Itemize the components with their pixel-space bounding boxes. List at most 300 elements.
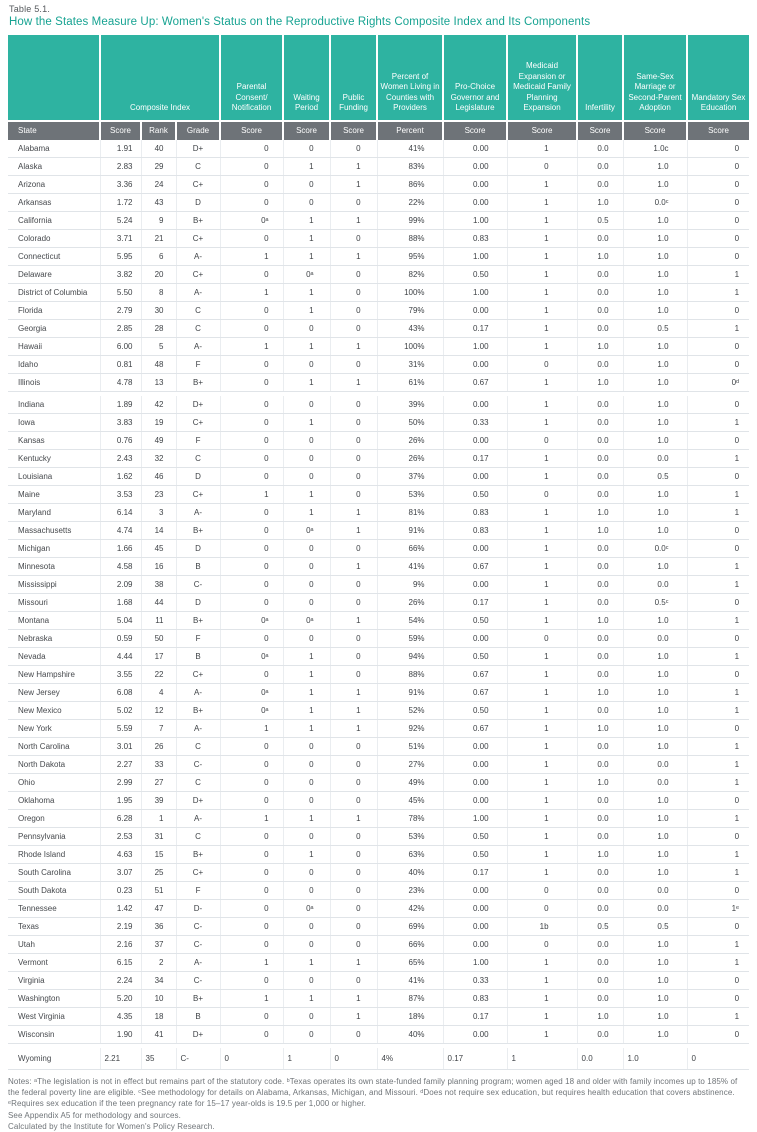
value-cell: 0 bbox=[330, 594, 377, 612]
value-cell: 0.0 bbox=[623, 774, 687, 792]
value-cell: 22% bbox=[377, 194, 443, 212]
value-cell: 1 bbox=[507, 792, 577, 810]
value-cell: 17 bbox=[141, 648, 176, 666]
value-cell: 100% bbox=[377, 284, 443, 302]
state-cell: Wisconsin bbox=[8, 1026, 100, 1044]
value-cell: 20 bbox=[141, 266, 176, 284]
value-cell: A- bbox=[176, 338, 220, 356]
value-cell: C+ bbox=[176, 266, 220, 284]
value-cell: 79% bbox=[377, 302, 443, 320]
value-cell: F bbox=[176, 630, 220, 648]
column-header-score: Score bbox=[507, 121, 577, 140]
value-cell: 0.23 bbox=[100, 882, 141, 900]
value-cell: 0.83 bbox=[443, 504, 507, 522]
value-cell: 1 bbox=[507, 522, 577, 540]
value-cell: 0 bbox=[687, 176, 749, 194]
value-cell: C+ bbox=[176, 414, 220, 432]
value-cell: C bbox=[176, 828, 220, 846]
value-cell: D bbox=[176, 594, 220, 612]
value-cell: 2 bbox=[141, 954, 176, 972]
value-cell: 3.55 bbox=[100, 666, 141, 684]
value-cell: 1.68 bbox=[100, 594, 141, 612]
value-cell: 0.17 bbox=[443, 594, 507, 612]
value-cell: 30 bbox=[141, 302, 176, 320]
value-cell: 0.5 bbox=[623, 468, 687, 486]
value-cell: 0.50 bbox=[443, 612, 507, 630]
value-cell: 16 bbox=[141, 558, 176, 576]
value-cell: 23% bbox=[377, 882, 443, 900]
value-cell: 0.00 bbox=[443, 882, 507, 900]
value-cell: 50 bbox=[141, 630, 176, 648]
column-header-rank: Rank bbox=[141, 121, 176, 140]
value-cell: 0 bbox=[687, 468, 749, 486]
value-cell: 5.50 bbox=[100, 284, 141, 302]
value-cell: 0.5ᶜ bbox=[623, 594, 687, 612]
value-cell: 88% bbox=[377, 666, 443, 684]
value-cell: 4 bbox=[141, 684, 176, 702]
value-cell: 0 bbox=[220, 414, 283, 432]
table-row bbox=[8, 702, 749, 720]
value-cell: 2.83 bbox=[100, 158, 141, 176]
table-row bbox=[8, 864, 749, 882]
value-cell: 0.17 bbox=[443, 450, 507, 468]
value-cell: 39% bbox=[377, 396, 443, 414]
value-cell: 1 bbox=[687, 266, 749, 284]
value-cell: 1 bbox=[330, 558, 377, 576]
value-cell: 1.62 bbox=[100, 468, 141, 486]
value-cell: C- bbox=[176, 936, 220, 954]
value-cell: 0 bbox=[283, 792, 330, 810]
value-cell: 0ᵃ bbox=[220, 684, 283, 702]
value-cell: B+ bbox=[176, 846, 220, 864]
table-row bbox=[8, 374, 749, 392]
value-cell: 0.0 bbox=[577, 594, 623, 612]
state-cell: Pennsylvania bbox=[8, 828, 100, 846]
value-cell: 40 bbox=[141, 140, 176, 158]
value-cell: 1 bbox=[330, 720, 377, 738]
value-cell: 1 bbox=[330, 374, 377, 392]
value-cell: 1 bbox=[687, 1008, 749, 1026]
value-cell: 1.0 bbox=[577, 684, 623, 702]
table-row bbox=[8, 320, 749, 338]
value-cell: 0 bbox=[687, 918, 749, 936]
value-cell: B+ bbox=[176, 374, 220, 392]
value-cell: 13 bbox=[141, 374, 176, 392]
value-cell: 0 bbox=[283, 140, 330, 158]
value-cell: 2.79 bbox=[100, 302, 141, 320]
value-cell: 0ᵃ bbox=[220, 212, 283, 230]
value-cell: 0 bbox=[283, 756, 330, 774]
value-cell: 0ᵃ bbox=[220, 612, 283, 630]
value-cell: 1 bbox=[507, 702, 577, 720]
table-row bbox=[8, 248, 749, 266]
value-cell: B bbox=[176, 558, 220, 576]
value-cell: 0 bbox=[687, 356, 749, 374]
state-cell: Colorado bbox=[8, 230, 100, 248]
value-cell: 0 bbox=[687, 1026, 749, 1044]
value-cell: 0.0 bbox=[577, 756, 623, 774]
value-cell: 33 bbox=[141, 756, 176, 774]
value-cell: 1ᵉ bbox=[687, 900, 749, 918]
value-cell: 1 bbox=[330, 248, 377, 266]
value-cell: 63% bbox=[377, 846, 443, 864]
value-cell: 0 bbox=[330, 194, 377, 212]
value-cell: 0 bbox=[283, 468, 330, 486]
group-header-percent-women-providers: Percent of Women Living in Counties with Providers bbox=[377, 35, 443, 121]
state-cell: Mississippi bbox=[8, 576, 100, 594]
value-cell: 1 bbox=[507, 612, 577, 630]
table-row bbox=[8, 648, 749, 666]
value-cell: 27% bbox=[377, 756, 443, 774]
table-row bbox=[8, 774, 749, 792]
value-cell: 78% bbox=[377, 810, 443, 828]
value-cell: F bbox=[176, 356, 220, 374]
value-cell: 1 bbox=[283, 158, 330, 176]
value-cell: 3.82 bbox=[100, 266, 141, 284]
value-cell: 0.5 bbox=[623, 320, 687, 338]
group-header-composite-index: Composite Index bbox=[100, 35, 220, 121]
value-cell: 0 bbox=[220, 1026, 283, 1044]
value-cell: 1 bbox=[507, 266, 577, 284]
value-cell: 0.50 bbox=[443, 648, 507, 666]
value-cell: 0 bbox=[330, 356, 377, 374]
value-cell: 0.5 bbox=[577, 918, 623, 936]
value-cell: 0.0 bbox=[577, 972, 623, 990]
value-cell: 0 bbox=[220, 936, 283, 954]
value-cell: 6.08 bbox=[100, 684, 141, 702]
state-cell: Arkansas bbox=[8, 194, 100, 212]
value-cell: 0 bbox=[330, 774, 377, 792]
value-cell: 1 bbox=[507, 756, 577, 774]
value-cell: 0.00 bbox=[443, 936, 507, 954]
value-cell: 0 bbox=[283, 882, 330, 900]
value-cell: 1 bbox=[687, 684, 749, 702]
value-cell: 1.0 bbox=[623, 230, 687, 248]
value-cell: 0.50 bbox=[443, 702, 507, 720]
value-cell: 0 bbox=[283, 864, 330, 882]
state-cell: Rhode Island bbox=[8, 846, 100, 864]
value-cell: 5.95 bbox=[100, 248, 141, 266]
value-cell: C+ bbox=[176, 666, 220, 684]
table-row bbox=[8, 230, 749, 248]
value-cell: D bbox=[176, 194, 220, 212]
state-cell: Ohio bbox=[8, 774, 100, 792]
value-cell: 10 bbox=[141, 990, 176, 1008]
table-row bbox=[8, 338, 749, 356]
value-cell: 1.89 bbox=[100, 396, 141, 414]
value-cell: 0ᵈ bbox=[687, 374, 749, 392]
value-cell: 7 bbox=[141, 720, 176, 738]
value-cell: 0.00 bbox=[443, 738, 507, 756]
value-cell: 0 bbox=[220, 792, 283, 810]
value-cell: 0 bbox=[220, 630, 283, 648]
value-cell: 0 bbox=[220, 1048, 283, 1070]
value-cell: 1 bbox=[283, 504, 330, 522]
group-header-medicaid-expansion: Medicaid Expansion or Medicaid Family Planning Expansion bbox=[507, 35, 577, 121]
value-cell: 4.58 bbox=[100, 558, 141, 576]
value-cell: 92% bbox=[377, 720, 443, 738]
state-cell: Iowa bbox=[8, 414, 100, 432]
value-cell: 0.33 bbox=[443, 972, 507, 990]
value-cell: 2.99 bbox=[100, 774, 141, 792]
value-cell: 1 bbox=[507, 684, 577, 702]
value-cell: 25 bbox=[141, 864, 176, 882]
table-row bbox=[8, 1048, 749, 1070]
value-cell: 54% bbox=[377, 612, 443, 630]
column-header-score: Score bbox=[687, 121, 749, 140]
value-cell: 0 bbox=[687, 1048, 749, 1070]
value-cell: 0 bbox=[220, 194, 283, 212]
value-cell: 1.00 bbox=[443, 954, 507, 972]
value-cell: 0 bbox=[283, 774, 330, 792]
value-cell: 1.0 bbox=[623, 954, 687, 972]
value-cell: 5.59 bbox=[100, 720, 141, 738]
value-cell: 51 bbox=[141, 882, 176, 900]
value-cell: 1 bbox=[330, 158, 377, 176]
table-row bbox=[8, 396, 749, 414]
value-cell: 0 bbox=[220, 468, 283, 486]
table-row bbox=[8, 684, 749, 702]
state-cell: Illinois bbox=[8, 374, 100, 392]
value-cell: 1.0 bbox=[623, 666, 687, 684]
value-cell: 0.00 bbox=[443, 176, 507, 194]
value-cell: D- bbox=[176, 900, 220, 918]
value-cell: 0.17 bbox=[443, 1008, 507, 1026]
value-cell: 1 bbox=[330, 1008, 377, 1026]
value-cell: F bbox=[176, 882, 220, 900]
value-cell: 0.0 bbox=[577, 284, 623, 302]
value-cell: 1 bbox=[507, 374, 577, 392]
value-cell: 49 bbox=[141, 432, 176, 450]
value-cell: 1.0 bbox=[577, 338, 623, 356]
value-cell: 2.09 bbox=[100, 576, 141, 594]
value-cell: 1 bbox=[507, 648, 577, 666]
value-cell: 45% bbox=[377, 792, 443, 810]
state-cell: Connecticut bbox=[8, 248, 100, 266]
value-cell: 61% bbox=[377, 374, 443, 392]
value-cell: 0.0 bbox=[577, 990, 623, 1008]
value-cell: 0.59 bbox=[100, 630, 141, 648]
value-cell: 1.0 bbox=[623, 972, 687, 990]
value-cell: 0 bbox=[330, 320, 377, 338]
table-body bbox=[8, 140, 749, 1070]
value-cell: 1 bbox=[687, 414, 749, 432]
value-cell: 53% bbox=[377, 828, 443, 846]
value-cell: 0.0 bbox=[577, 558, 623, 576]
value-cell: 0.5 bbox=[623, 918, 687, 936]
value-cell: 0ᵃ bbox=[283, 266, 330, 284]
value-cell: 1 bbox=[507, 230, 577, 248]
value-cell: 0.00 bbox=[443, 630, 507, 648]
value-cell: 0 bbox=[220, 432, 283, 450]
value-cell: 1b bbox=[507, 918, 577, 936]
value-cell: 43% bbox=[377, 320, 443, 338]
value-cell: 1 bbox=[283, 702, 330, 720]
value-cell: 0 bbox=[283, 176, 330, 194]
appendix-note: See Appendix A5 for methodology and sources. bbox=[8, 1110, 181, 1120]
column-header-score: Score bbox=[330, 121, 377, 140]
value-cell: 0 bbox=[220, 356, 283, 374]
table-row bbox=[8, 432, 749, 450]
value-cell: 0.17 bbox=[443, 864, 507, 882]
value-cell: 1 bbox=[220, 990, 283, 1008]
value-cell: 53% bbox=[377, 486, 443, 504]
value-cell: 2.19 bbox=[100, 918, 141, 936]
value-cell: 0.33 bbox=[443, 414, 507, 432]
state-cell: Maine bbox=[8, 486, 100, 504]
table-row bbox=[8, 140, 749, 158]
value-cell: 48 bbox=[141, 356, 176, 374]
value-cell: 1 bbox=[220, 720, 283, 738]
value-cell: 1 bbox=[507, 450, 577, 468]
value-cell: 1.0 bbox=[577, 774, 623, 792]
value-cell: 8 bbox=[141, 284, 176, 302]
value-cell: 0.0 bbox=[577, 302, 623, 320]
value-cell: 4.44 bbox=[100, 648, 141, 666]
value-cell: 41% bbox=[377, 558, 443, 576]
value-cell: 0 bbox=[220, 576, 283, 594]
value-cell: 1.0 bbox=[577, 504, 623, 522]
value-cell: 1.0 bbox=[623, 248, 687, 266]
value-cell: 15 bbox=[141, 846, 176, 864]
table-row bbox=[8, 212, 749, 230]
value-cell: 1.0 bbox=[577, 522, 623, 540]
column-header-percent: Percent bbox=[377, 121, 443, 140]
column-header-score: Score bbox=[220, 121, 283, 140]
table-row bbox=[8, 792, 749, 810]
value-cell: 2.24 bbox=[100, 972, 141, 990]
column-header-row bbox=[8, 121, 749, 140]
column-header-grade: Grade bbox=[176, 121, 220, 140]
value-cell: 0 bbox=[220, 302, 283, 320]
value-cell: 0.00 bbox=[443, 576, 507, 594]
value-cell: 1.0 bbox=[623, 846, 687, 864]
value-cell: 50% bbox=[377, 414, 443, 432]
value-cell: 0.76 bbox=[100, 432, 141, 450]
value-cell: 0 bbox=[283, 594, 330, 612]
value-cell: 1.0 bbox=[623, 990, 687, 1008]
value-cell: 11 bbox=[141, 612, 176, 630]
value-cell: C+ bbox=[176, 486, 220, 504]
value-cell: 0.0 bbox=[577, 450, 623, 468]
value-cell: 1 bbox=[283, 810, 330, 828]
value-cell: 28 bbox=[141, 320, 176, 338]
value-cell: 0.00 bbox=[443, 918, 507, 936]
value-cell: 2.27 bbox=[100, 756, 141, 774]
value-cell: 0.0 bbox=[577, 630, 623, 648]
value-cell: A- bbox=[176, 684, 220, 702]
value-cell: C bbox=[176, 320, 220, 338]
value-cell: 1.0 bbox=[623, 266, 687, 284]
value-cell: 1 bbox=[687, 846, 749, 864]
value-cell: 1 bbox=[507, 990, 577, 1008]
value-cell: 1 bbox=[687, 810, 749, 828]
value-cell: 0 bbox=[220, 828, 283, 846]
value-cell: 0 bbox=[687, 828, 749, 846]
value-cell: 2.21 bbox=[100, 1048, 141, 1070]
value-cell: 0ᵃ bbox=[220, 648, 283, 666]
value-cell: A- bbox=[176, 248, 220, 266]
value-cell: 0.00 bbox=[443, 432, 507, 450]
value-cell: A- bbox=[176, 284, 220, 302]
value-cell: 0 bbox=[283, 972, 330, 990]
value-cell: 0.00 bbox=[443, 302, 507, 320]
value-cell: 0 bbox=[330, 450, 377, 468]
value-cell: 0 bbox=[220, 1008, 283, 1026]
value-cell: 1 bbox=[687, 738, 749, 756]
value-cell: 1 bbox=[687, 702, 749, 720]
value-cell: 0 bbox=[283, 558, 330, 576]
state-cell: North Dakota bbox=[8, 756, 100, 774]
value-cell: 29 bbox=[141, 158, 176, 176]
table-row bbox=[8, 302, 749, 320]
value-cell: 1.0 bbox=[623, 1008, 687, 1026]
value-cell: 0 bbox=[330, 630, 377, 648]
value-cell: D+ bbox=[176, 1026, 220, 1044]
state-cell: New Hampshire bbox=[8, 666, 100, 684]
group-header-pro-choice: Pro-Choice Governor and Legislature bbox=[443, 35, 507, 121]
table-row bbox=[8, 414, 749, 432]
value-cell: 2.43 bbox=[100, 450, 141, 468]
value-cell: C- bbox=[176, 576, 220, 594]
table-row bbox=[8, 756, 749, 774]
value-cell: 32 bbox=[141, 450, 176, 468]
state-cell: Nebraska bbox=[8, 630, 100, 648]
value-cell: 0 bbox=[330, 666, 377, 684]
state-cell: New Jersey bbox=[8, 684, 100, 702]
value-cell: C- bbox=[176, 1048, 220, 1070]
value-cell: 0 bbox=[220, 756, 283, 774]
value-cell: 1 bbox=[507, 1048, 577, 1070]
value-cell: 1 bbox=[507, 1008, 577, 1026]
value-cell: 1.0 bbox=[577, 194, 623, 212]
value-cell: D+ bbox=[176, 140, 220, 158]
value-cell: 24 bbox=[141, 176, 176, 194]
table-row bbox=[8, 194, 749, 212]
value-cell: 6.00 bbox=[100, 338, 141, 356]
value-cell: 5.20 bbox=[100, 990, 141, 1008]
column-header-score: Score bbox=[443, 121, 507, 140]
table-row bbox=[8, 594, 749, 612]
value-cell: 0 bbox=[687, 666, 749, 684]
value-cell: 0.0 bbox=[577, 882, 623, 900]
value-cell: 1 bbox=[687, 284, 749, 302]
table-row bbox=[8, 576, 749, 594]
state-cell: Massachusetts bbox=[8, 522, 100, 540]
value-cell: 0 bbox=[220, 900, 283, 918]
value-cell: 0ᵃ bbox=[283, 900, 330, 918]
value-cell: 0 bbox=[220, 522, 283, 540]
value-cell: 0 bbox=[330, 738, 377, 756]
value-cell: 1 bbox=[283, 648, 330, 666]
value-cell: 0 bbox=[220, 374, 283, 392]
value-cell: 21 bbox=[141, 230, 176, 248]
value-cell: 1 bbox=[283, 720, 330, 738]
value-cell: 0 bbox=[687, 158, 749, 176]
table-row bbox=[8, 1026, 749, 1044]
value-cell: 0 bbox=[687, 396, 749, 414]
value-cell: 0.0 bbox=[623, 882, 687, 900]
table-row bbox=[8, 990, 749, 1008]
value-cell: 0.0 bbox=[577, 864, 623, 882]
value-cell: 22 bbox=[141, 666, 176, 684]
value-cell: 0.0 bbox=[577, 320, 623, 338]
value-cell: 1 bbox=[220, 338, 283, 356]
value-cell: 0 bbox=[330, 1048, 377, 1070]
value-cell: 0 bbox=[687, 792, 749, 810]
state-cell: Nevada bbox=[8, 648, 100, 666]
value-cell: 1 bbox=[507, 194, 577, 212]
